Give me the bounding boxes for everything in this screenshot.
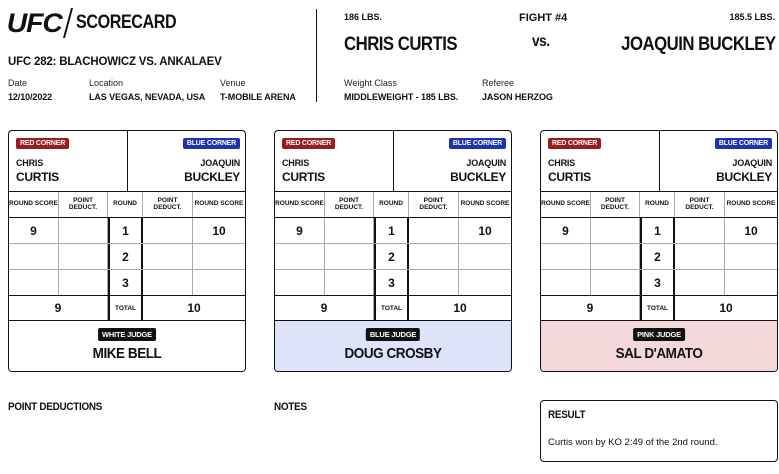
total-label: TOTAL: [374, 296, 409, 320]
red-fighter-weight: 186 LBS.: [344, 12, 383, 22]
blue-point-deduct-header: POINT DEDUCT.: [143, 192, 193, 217]
round-header: ROUND: [108, 192, 143, 217]
red-round-2-score: [541, 244, 591, 269]
result-title: RESULT: [548, 409, 586, 421]
red-corner-badge: RED CORNER: [16, 138, 69, 149]
judge-section: [541, 320, 777, 371]
judge-name: DOUG CROSBY: [344, 345, 442, 362]
round-3-number: 3: [640, 270, 675, 295]
round-1-row: [541, 218, 777, 243]
red-round-1-deduct: [325, 218, 374, 243]
blue-first-name: JOAQUIN: [466, 158, 506, 168]
judge-name: MIKE BELL: [92, 345, 162, 362]
result-text: Curtis won by KO 2:49 of the 2nd round.: [548, 437, 718, 448]
blue-round-2-score: [459, 244, 511, 269]
blue-last-name: BUCKLEY: [184, 170, 240, 184]
corner-divider: [393, 131, 394, 192]
red-total-score: 9: [275, 296, 374, 320]
judge-section: [9, 320, 245, 371]
total-label: TOTAL: [108, 296, 143, 320]
date-value: 12/10/2022: [8, 92, 53, 102]
blue-first-name: JOAQUIN: [200, 158, 240, 168]
blue-fighter-weight: 185.5 LBS.: [729, 12, 775, 22]
judge-scorecard-2: [274, 130, 512, 372]
round-1-number: 1: [108, 218, 143, 243]
red-round-1-deduct: [591, 218, 640, 243]
blue-last-name: BUCKLEY: [716, 170, 772, 184]
red-last-name: CURTIS: [548, 170, 591, 184]
round-header: ROUND: [374, 192, 409, 217]
corner-divider: [127, 131, 128, 192]
blue-round-3-score: [459, 270, 511, 295]
total-label: TOTAL: [640, 296, 675, 320]
red-last-name: CURTIS: [16, 170, 59, 184]
blue-round-3-deduct: [409, 270, 459, 295]
total-row: [9, 296, 245, 320]
weight-class-value: MIDDLEWEIGHT - 185 LBS.: [344, 92, 459, 102]
blue-round-1-score: 10: [478, 223, 492, 238]
red-total-score: 9: [541, 296, 640, 320]
notes-heading: NOTES: [274, 401, 307, 413]
versus-label: vs.: [532, 33, 550, 50]
blue-round-3-deduct: [143, 270, 193, 295]
red-first-name: CHRIS: [282, 158, 310, 168]
judge-color-label: PINK JUDGE: [633, 328, 685, 341]
red-point-deduct-header: POINT DEDUCT.: [325, 192, 374, 217]
blue-round-2-deduct: [675, 244, 725, 269]
judge-color-label: WHITE JUDGE: [98, 328, 156, 341]
blue-fighter-name: JOAQUIN BUCKLEY: [621, 33, 776, 55]
blue-corner-badge: BLUE CORNER: [715, 138, 772, 149]
weight-class-label: Weight Class: [344, 78, 397, 88]
judge-section: [275, 320, 511, 371]
red-round-1-deduct: [59, 218, 108, 243]
red-corner-badge: RED CORNER: [282, 138, 335, 149]
blue-round-2-deduct: [143, 244, 193, 269]
judge-scorecard-3: [540, 130, 778, 372]
score-header-row: [275, 192, 511, 217]
date-label: Date: [8, 78, 28, 88]
red-corner-badge: RED CORNER: [548, 138, 601, 149]
blue-corner-badge: BLUE CORNER: [449, 138, 506, 149]
red-round-3-score: [275, 270, 325, 295]
blue-round-1-deduct: [409, 218, 459, 243]
result-box: [540, 400, 778, 462]
blue-point-deduct-header: POINT DEDUCT.: [409, 192, 459, 217]
red-round-2-score: [275, 244, 325, 269]
red-round-3-score: [541, 270, 591, 295]
blue-first-name: JOAQUIN: [732, 158, 772, 168]
venue-label: Venue: [220, 78, 246, 88]
red-round-2-score: [9, 244, 59, 269]
blue-round-score-header: ROUND SCORE: [194, 200, 244, 208]
round-3-number: 3: [374, 270, 409, 295]
red-round-1-score: 9: [275, 218, 325, 243]
round-3-number: 3: [108, 270, 143, 295]
round-2-row: [275, 244, 511, 269]
referee-value: JASON HERZOG: [482, 92, 553, 102]
red-first-name: CHRIS: [548, 158, 576, 168]
blue-round-1-deduct: [143, 218, 193, 243]
red-first-name: CHRIS: [16, 158, 44, 168]
blue-total-score: 10: [719, 301, 733, 315]
red-round-3-deduct: [325, 270, 374, 295]
round-2-number: 2: [640, 244, 675, 269]
red-round-3-score: [9, 270, 59, 295]
total-row: [541, 296, 777, 320]
blue-last-name: BUCKLEY: [450, 170, 506, 184]
round-1-row: [9, 218, 245, 243]
red-point-deduct-header: POINT DEDUCT.: [59, 192, 108, 217]
red-round-2-deduct: [59, 244, 108, 269]
ufc-logo: UFC: [6, 7, 62, 38]
blue-round-1-deduct: [675, 218, 725, 243]
blue-round-2-score: [193, 244, 245, 269]
blue-total-score: 10: [187, 301, 201, 315]
round-2-row: [541, 244, 777, 269]
header-divider: [316, 9, 317, 102]
red-round-1-score: 9: [9, 218, 59, 243]
red-round-2-deduct: [325, 244, 374, 269]
round-1-number: 1: [374, 218, 409, 243]
event-title: UFC 282: BLACHOWICZ VS. ANKALAEV: [8, 56, 222, 68]
judge-color-label: BLUE JUDGE: [366, 328, 420, 341]
judge-name: SAL D'AMATO: [615, 345, 703, 362]
location-label: Location: [89, 78, 124, 88]
red-point-deduct-header: POINT DEDUCT.: [591, 192, 640, 217]
red-round-score-header: ROUND SCORE: [541, 192, 591, 217]
red-round-1-score: 9: [541, 218, 591, 243]
blue-corner-badge: BLUE CORNER: [183, 138, 240, 149]
point-deductions-heading: POINT DEDUCTIONS: [8, 401, 103, 413]
red-round-score-header: ROUND SCORE: [9, 192, 59, 217]
blue-total-score: 10: [453, 301, 467, 315]
red-fighter-name: CHRIS CURTIS: [344, 33, 458, 55]
location-value: LAS VEGAS, NEVADA, USA: [89, 92, 206, 102]
fight-number: FIGHT #4: [519, 12, 568, 24]
round-2-row: [9, 244, 245, 269]
blue-point-deduct-header: POINT DEDUCT.: [675, 192, 725, 217]
round-3-row: [275, 270, 511, 295]
ufc-scorecard-logo: [8, 8, 194, 38]
blue-round-2-score: [725, 244, 777, 269]
round-2-number: 2: [108, 244, 143, 269]
round-1-row: [275, 218, 511, 243]
blue-round-3-score: [193, 270, 245, 295]
round-3-row: [9, 270, 245, 295]
red-round-score-header: ROUND SCORE: [275, 192, 325, 217]
blue-round-score-header: ROUND SCORE: [460, 200, 510, 208]
score-header-row: [9, 192, 245, 217]
round-1-number: 1: [640, 218, 675, 243]
round-header: ROUND: [640, 192, 675, 217]
blue-round-3-score: [725, 270, 777, 295]
scorecard-title: SCORECARD: [76, 12, 177, 33]
blue-round-2-deduct: [409, 244, 459, 269]
blue-round-1-score: 10: [212, 223, 226, 238]
total-row: [275, 296, 511, 320]
corner-divider: [659, 131, 660, 192]
round-3-row: [541, 270, 777, 295]
logo-divider: [62, 8, 72, 38]
referee-label: Referee: [482, 78, 515, 88]
judge-scorecard-1: [8, 130, 246, 372]
score-header-row: [541, 192, 777, 217]
red-last-name: CURTIS: [282, 170, 325, 184]
venue-value: T-MOBILE ARENA: [220, 92, 296, 102]
red-round-2-deduct: [591, 244, 640, 269]
round-2-number: 2: [374, 244, 409, 269]
blue-round-score-header: ROUND SCORE: [726, 200, 776, 208]
red-round-3-deduct: [591, 270, 640, 295]
blue-round-1-score: 10: [744, 223, 758, 238]
blue-round-3-deduct: [675, 270, 725, 295]
red-round-3-deduct: [59, 270, 108, 295]
red-total-score: 9: [9, 296, 108, 320]
